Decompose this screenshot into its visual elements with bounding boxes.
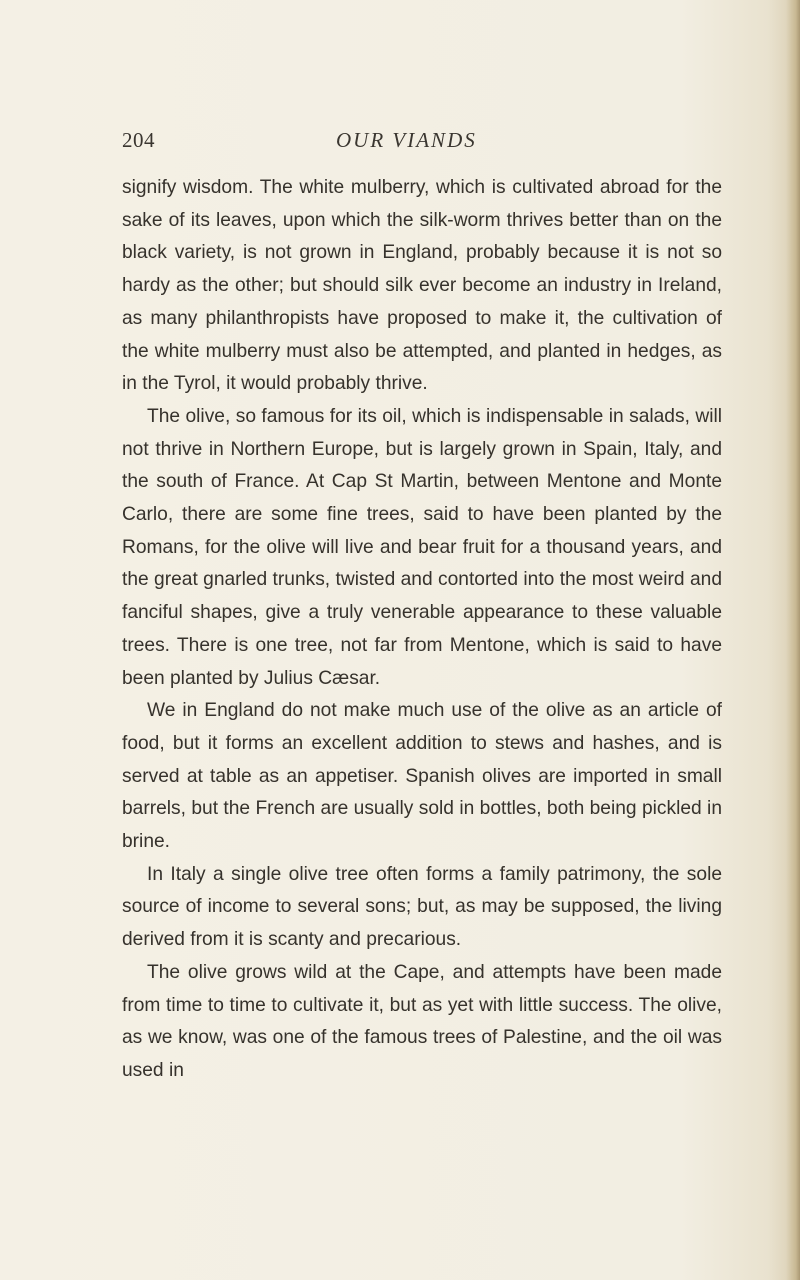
- paragraph: signify wisdom. The white mulberry, which is cultivated abroad for the sake of its leaves, upon which the silk-worm thrives better than on the black variety, is not grown in England, probably because it is not so hardy as the other; but should silk ever become an industry in Ireland, as many philanthropists have proposed to make it, the cultivation of the white mulberry must also be attempted, and planted in hedges, as in the Tyrol, it would probably thrive.: [122, 177, 722, 395]
- page-edge-shadow: [786, 0, 800, 1280]
- paragraph: The olive grows wild at the Cape, and attempts have been made from time to time to cultivate it, but as yet with little success. The olive, as we know, was one of the famous trees of Palestine, and the oil was used in: [122, 961, 722, 1081]
- running-title: OUR VIANDS: [336, 128, 477, 152]
- paragraph: In Italy a single olive tree often forms a family patrimony, the sole source of income to several sons; but, as may be supposed, the living derived from it is scanty and precarious.: [122, 863, 722, 951]
- body-text: [122, 172, 722, 1088]
- page-number: 204: [122, 128, 155, 152]
- paragraph: The olive, so famous for its oil, which is indispensable in salads, will not thrive in Northern Europe, but is largely grown in Spain, Italy, and the south of France. At Cap St Martin, between Mentone and Monte Carlo, there are some fine trees, said to have been planted by the Romans, for the olive will live and bear fruit for a thousand years, and the great gnarled trunks, twisted and contorted into the most weird and fanciful shapes, give a truly venerable appearance to these valuable trees. There is one tree, not far from Mentone, which is said to have been planted by Julius Cæsar.: [122, 405, 722, 689]
- paragraph: We in England do not make much use of the olive as an article of food, but it forms an excellent addition to stews and hashes, and is served at table as an appetiser. Spanish olives are imported in small barrels, but the French are usually sold in bottles, both being pickled in brine.: [122, 700, 722, 853]
- page-header: [122, 128, 722, 158]
